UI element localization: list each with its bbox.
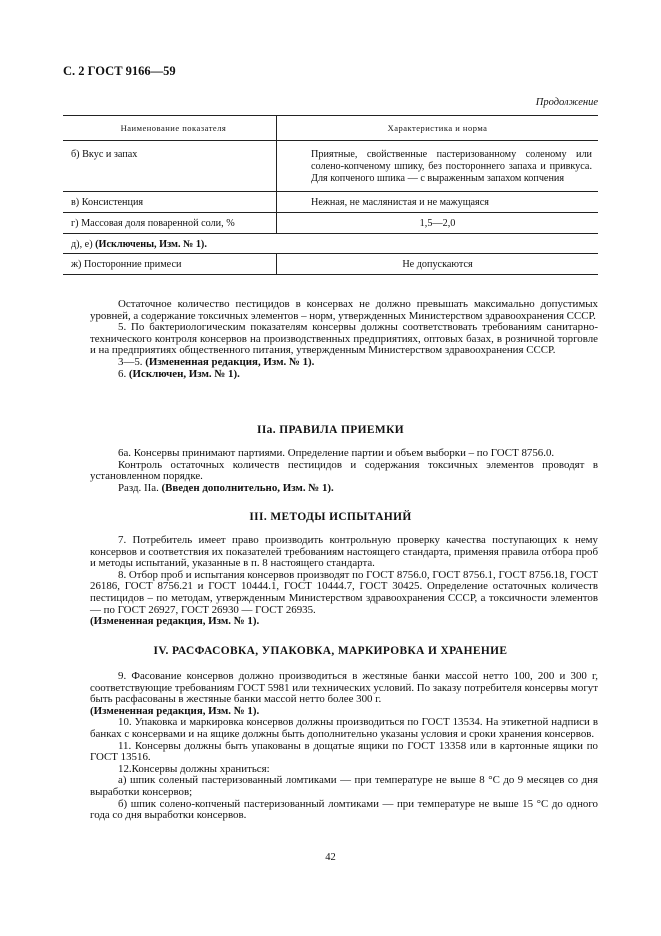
paragraph: 7. Потребитель имеет право производить контрольную проверку качества поступающих к нему консервов и соответствия их показателей требованиям настоящего стандарта, применяя правила отбора проб и методы испытаний, указанные в п. 8 настоящего стандарта.	[90, 534, 598, 570]
column-header-value: Характеристика и норма	[277, 116, 599, 141]
paragraph: 11. Консервы должны быть упакованы в дощатые ящики по ГОСТ 13358 или в картонные ящики по ГОСТ 13516.	[90, 739, 598, 764]
paragraph: 5. По бактериологическим показателям консервы должны соответствовать требованиям санитарно-технического контроля консервов на производственных предприятиях, оптовых базах, в розничной торговле и на предприятиях общественного питания, утвержденным Министерством здравоохранения СССР.	[90, 321, 598, 357]
section-4-block	[90, 671, 598, 822]
row-excluded-note: (Исключены, Изм. № 1).	[95, 239, 207, 250]
document-header: С. 2 ГОСТ 9166—59	[63, 64, 176, 78]
note-prefix: Разд. IIа.	[118, 481, 162, 494]
row-name: в) Консистенция	[63, 192, 277, 213]
properties-table	[63, 115, 598, 275]
section-heading: IV. РАСФАСОВКА, УПАКОВКА, МАРКИРОВКА И ХРАНЕНИЕ	[153, 645, 508, 657]
paragraph: Остаточное количество пестицидов в консервах не должно превышать максимально допустимых уровней, а содержание токсичных элементов – норм, утвержденных Министерством здравоохранения СССР.	[90, 298, 598, 322]
amendment-note	[90, 369, 598, 381]
note-bold: (Исключен, Изм. № 1).	[128, 367, 240, 380]
note-bold: (Измененная редакция, Изм. № 1).	[145, 355, 315, 368]
paragraph: 9. Фасование консервов должно производиться в жестяные банки массой нетто 100, 200 и 300 г, соответствующие требованиям ГОСТ 5981 или технических условий. По заказу потребителя консервы могут быть расфасованы в жестяные банки массой нетто более 300 г.	[90, 670, 599, 706]
paragraph: 8. Отбор проб и испытания консервов производят по ГОСТ 8756.0, ГОСТ 8756.1, ГОСТ 8756.18, ГОСТ 26186, ГОСТ 8756.21 и ГОСТ 10444.1, ГОСТ 10444.7, ГОСТ 30425. Определение остаточных количеств пестицидов – по методам, утвержденным Министерством здравоохранения СССР, а токсичности элементов — по ГОСТ 26927, ГОСТ 26930 — ГОСТ 26935.	[90, 568, 598, 616]
amendment-note	[90, 483, 598, 495]
section-3-block	[90, 535, 598, 628]
section-2a-block	[90, 448, 598, 494]
row-value: Не допускаются	[277, 254, 599, 275]
paragraph: 10. Упаковка и маркировка консервов должны производиться по ГОСТ 13534. На этикетной надписи в банках с консервами и на ящике должны быть дополнительно указаны условия и сроки хранения консервов.	[90, 716, 598, 740]
paragraph: а) шпик соленый пастеризованный ломтиками — при температуре не выше 8 °С до 9 месяцев со дня выработки консервов;	[90, 774, 598, 798]
section-heading: IIа. ПРАВИЛА ПРИЕМКИ	[256, 424, 404, 436]
row-name: б) Вкус и запах	[63, 141, 277, 192]
note-prefix: 3—5.	[118, 355, 146, 368]
column-header-name: Наименование показателя	[63, 116, 277, 141]
paragraph: Контроль остаточных количеств пестицидов и содержания токсичных элементов проводят в установленном порядке.	[90, 458, 598, 483]
row-name: ж) Посторонние примеси	[63, 254, 277, 275]
intro-block	[90, 299, 598, 380]
page-number: 42	[325, 852, 336, 863]
row-name: г) Массовая доля поваренной соли, %	[63, 213, 277, 234]
table-row	[63, 254, 598, 275]
paragraph: 12.Консервы должны храниться:	[118, 762, 270, 775]
row-value: Приятные, свойственные пастеризованному соленому или солено-копченому шпику, без постороннего запаха и привкуса. Для копченого шпика — с выраженным запахом копчения	[277, 141, 599, 192]
row-value: Нежная, не маслянистая и не мажущаяся	[277, 192, 599, 213]
amendment-note: (Измененная редакция, Изм. № 1).	[90, 615, 260, 628]
continuation-label: Продолжение	[535, 97, 598, 108]
table-row	[63, 234, 598, 254]
section-heading: III. МЕТОДЫ ИСПЫТАНИЙ	[249, 511, 412, 523]
note-bold: (Введен дополнительно, Изм. № 1).	[161, 481, 334, 494]
amendment-note: (Измененная редакция, Изм. № 1).	[90, 704, 260, 717]
row-value: 1,5—2,0	[277, 213, 599, 234]
table-row	[63, 213, 598, 234]
table-header-row	[63, 116, 598, 141]
table-row	[63, 192, 598, 213]
note-prefix: 6.	[118, 367, 129, 380]
paragraph: 6а. Консервы принимают партиями. Определение партии и объем выборки – по ГОСТ 8756.0.	[118, 447, 555, 459]
table-row	[63, 141, 598, 192]
paragraph: б) шпик солено-копченый пастеризованный ломтиками — при температуре не выше 15 °С до одного года со дня выработки консервов.	[90, 797, 598, 822]
row-excluded	[63, 234, 598, 254]
row-excluded-prefix: д), е)	[71, 239, 96, 250]
